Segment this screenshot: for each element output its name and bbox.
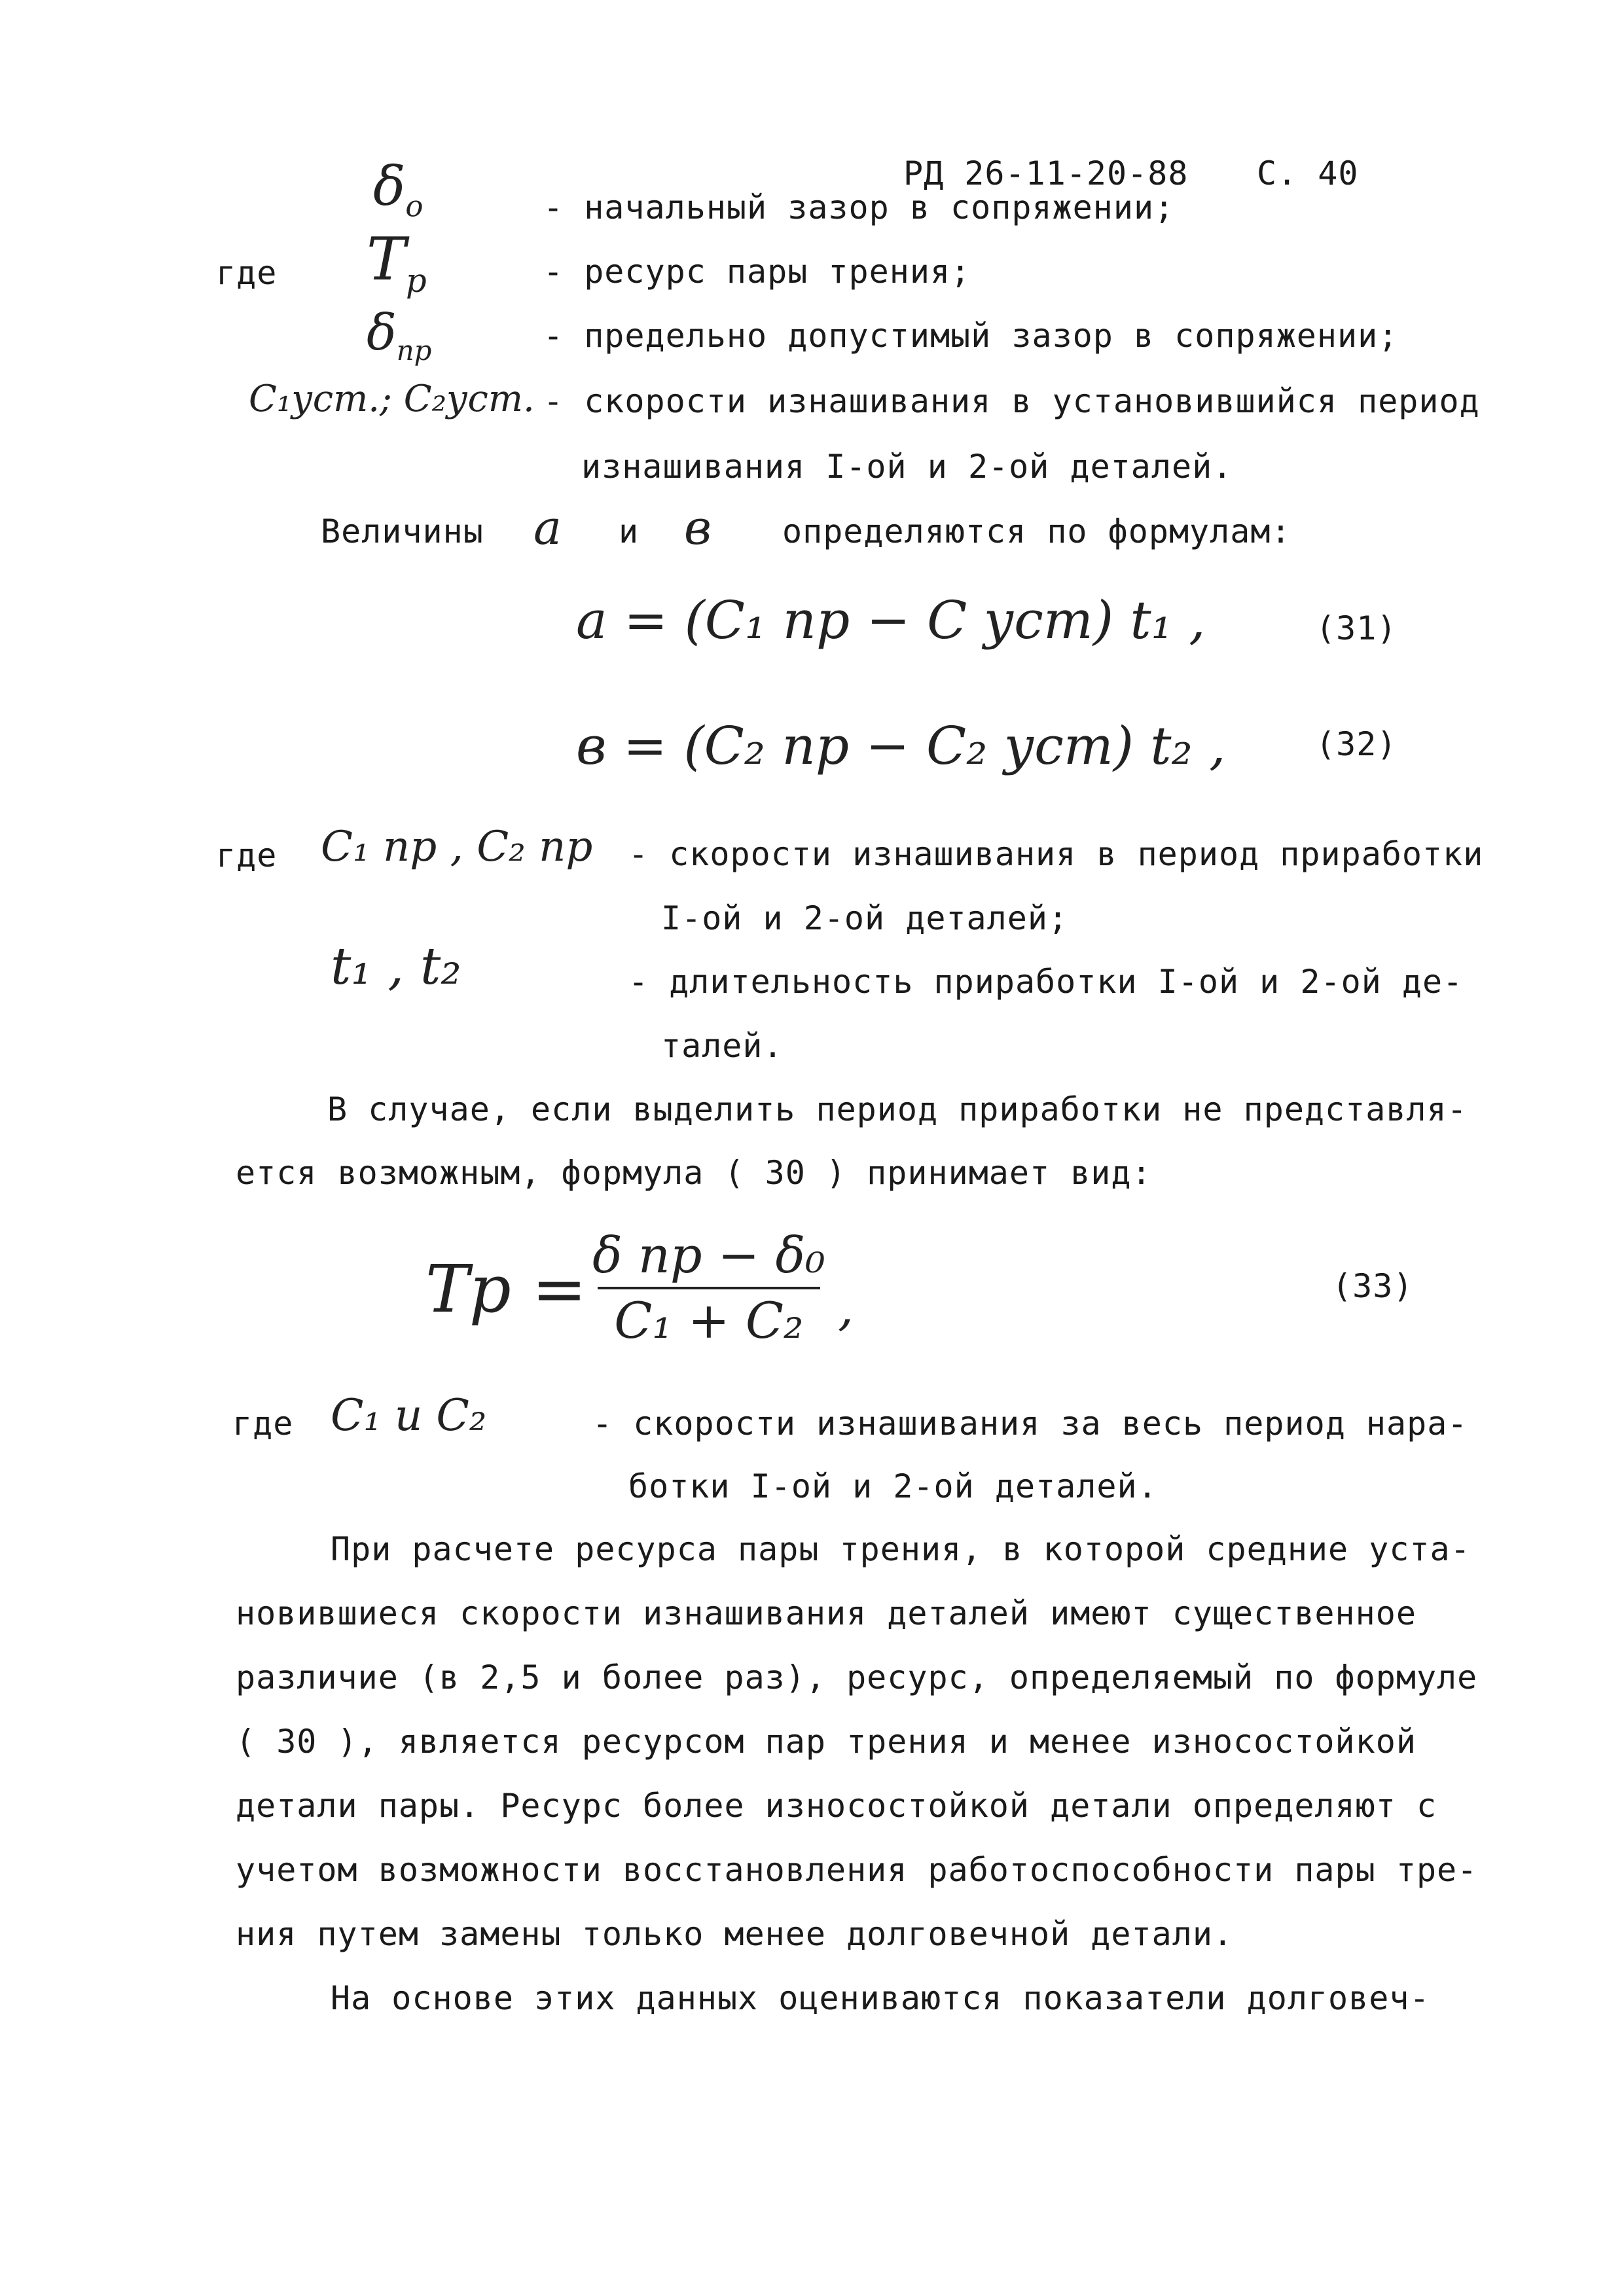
- where-label: где: [216, 254, 278, 292]
- equation-33-denominator: C₁ + C₂: [614, 1291, 804, 1350]
- equation-31: a = (C₁ np − C уст) t₁ ,: [576, 590, 1206, 651]
- paragraph-2-line-4: ( 30 ), является ресурсом пар трения и менее износостойкой: [236, 1723, 1416, 1761]
- legend-item-wear-rate-total: - скорости изнашивания за весь период нара-: [592, 1405, 1468, 1443]
- document-code: РД 26-11-20-88: [903, 154, 1189, 192]
- paragraph-2-line-3: различие (в 2,5 и более раз), ресурс, определяемый по формуле: [236, 1659, 1478, 1696]
- legend-item-wear-rate-steady-cont: изнашивания I-ой и 2-ой деталей.: [581, 448, 1233, 486]
- legend-item-resource: - ресурс пары трения;: [543, 253, 971, 291]
- page-number: С. 40: [1257, 154, 1359, 192]
- symbol-tp: $Т_p$: [367, 225, 427, 300]
- legend-item-initial-gap: - начальный зазор в сопряжении;: [543, 188, 1175, 226]
- legend-item-wear-rate-steady: - скорости изнашивания в установившийся период: [543, 382, 1480, 420]
- symbol-c1-and-c2: C₁ и C₂: [331, 1390, 487, 1441]
- equation-31-number: (31): [1316, 609, 1398, 647]
- paragraph-2-line-6: учетом возможности восстановления работоспособности пары тре-: [236, 1851, 1478, 1889]
- equation-33-lhs: Тp =: [425, 1251, 587, 1327]
- intro-and: и: [619, 512, 640, 550]
- paragraph-2-line-5: детали пары. Ресурс более износостойкой детали определяют с: [236, 1787, 1437, 1825]
- intro-text: Величины: [321, 512, 484, 550]
- legend-item-wear-rate-runin-cont: I-ой и 2-ой деталей;: [661, 899, 1069, 937]
- symbol-delta-0: $\delta_o$: [373, 156, 424, 224]
- equation-33-comma: ,: [838, 1278, 854, 1336]
- paragraph-1-line-1: В случае, если выделить период приработки не представля-: [327, 1090, 1468, 1128]
- symbol-a: a: [533, 500, 562, 555]
- symbol-c1np-c2np: C₁ np , C₂ np: [321, 823, 593, 871]
- where-label-2: где: [216, 836, 278, 874]
- symbol-c1-c2-ust: C₁уст.; C₂уст.: [249, 378, 535, 420]
- paragraph-2-line-1: При расчете ресурса пары трения, в которой средние уста-: [331, 1530, 1471, 1568]
- intro-text-end: определяются по формулам:: [782, 512, 1291, 550]
- equation-32: в = (C₂ np − C₂ уст) t₂ ,: [576, 715, 1226, 776]
- legend-item-wear-rate-runin: - скорости изнашивания в период приработки: [628, 835, 1484, 873]
- symbol-delta-np: $\delta_{np}$: [367, 303, 432, 367]
- paragraph-2-line-2: новившиеся скорости изнашивания деталей имеют существенное: [236, 1594, 1416, 1632]
- legend-item-wear-rate-total-cont: ботки I-ой и 2-ой деталей.: [628, 1467, 1158, 1505]
- paragraph-1-line-2: ется возможным, формула ( 30 ) принимает вид:: [236, 1154, 1152, 1192]
- where-label-3: где: [232, 1405, 294, 1443]
- paragraph-3-line-1: На основе этих данных оцениваются показатели долговеч-: [331, 1979, 1430, 2017]
- paragraph-2-line-7: ния путем замены только менее долговечной детали.: [236, 1915, 1234, 1953]
- equation-33-fraction: [592, 1226, 825, 1350]
- equation-32-number: (32): [1316, 725, 1398, 763]
- fraction-bar: [598, 1287, 820, 1289]
- symbol-t1-t2: t₁ , t₂: [331, 937, 461, 996]
- legend-item-runin-duration-cont: талей.: [661, 1027, 784, 1065]
- equation-33-numerator: δ np − δ₀: [592, 1226, 825, 1284]
- legend-item-runin-duration: - длительность приработки I-ой и 2-ой де-: [628, 963, 1464, 1001]
- equation-33-number: (33): [1332, 1267, 1414, 1305]
- legend-item-limit-gap: - предельно допустимый зазор в сопряжении;: [543, 317, 1399, 355]
- symbol-b: в: [684, 500, 712, 555]
